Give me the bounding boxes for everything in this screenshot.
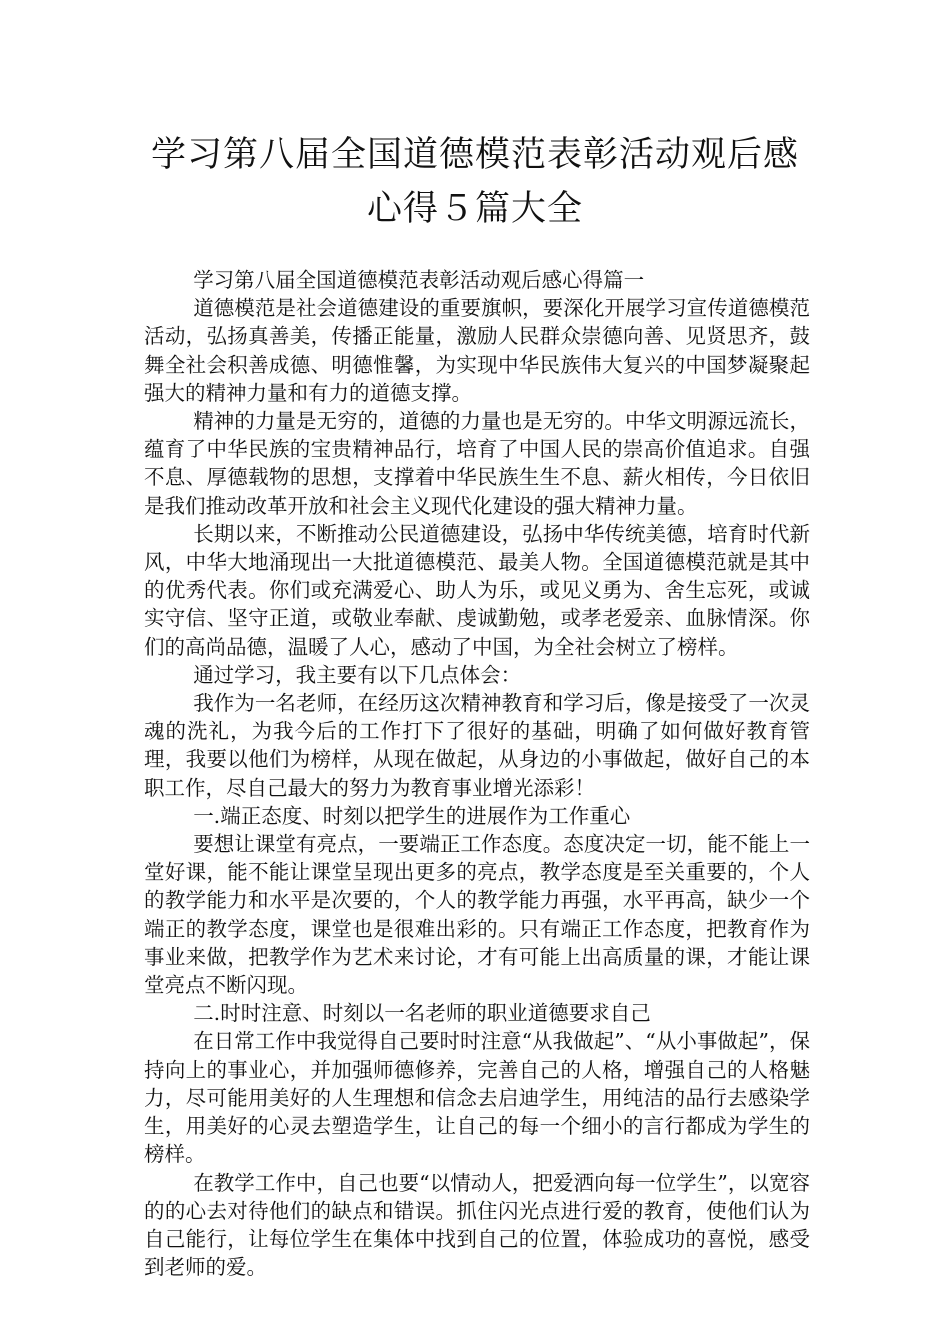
paragraph: 在教学工作中，自己也要“以情动人，把爱洒向每一位学生”，以宽容的的心去对待他们的缺点和错误。抓住闪光点进行爱的教育，使他们认为自己能行，让每位学生在集体中找到自己的位置，体验成功的喜悦，感受到老师的爱。 bbox=[144, 1170, 810, 1280]
paragraph: 我作为一名老师，在经历这次精神教育和学习后，像是接受了一次灵魂的洗礼，为我今后的工作打下了很好的基础，明确了如何做好教育管理，我要以他们为榜样，从现在做起，从身边的小事做起，做好自己的本职工作，尽自己最大的努力为教育事业增光添彩！ bbox=[144, 691, 810, 800]
paragraph: 在日常工作中我觉得自己要时时注意“从我做起”、“从小事做起”，保持向上的事业心，并加强师德修养，完善自己的人格，增强自己的人格魅力，尽可能用美好的人生理想和信念去启迪学生，用纯洁的品行去感染学生，用美好的心灵去塑造学生，让自己的每一个细小的言行都成为学生的榜样。 bbox=[144, 1029, 810, 1167]
title-line-1: 学习第八届全国道德模范表彰活动观后感 bbox=[150, 135, 799, 175]
document-body bbox=[144, 266, 810, 1281]
paragraph: 要想让课堂有亮点，一要端正工作态度。态度决定一切，能不能上一堂好课，能不能让课堂呈现出更多的亮点，教学态度是至关重要的，个人的教学能力和水平是次要的，个人的教学能力再强，水平再高，缺少一个端正的教学态度，课堂也是很难出彩的。只有端正工作态度，把教育作为事业来做，把教学作为艺术来讨论，才有可能上出高质量的课，才能让课堂亮点不断闪现。 bbox=[144, 832, 810, 998]
paragraph: 精神的力量是无穷的，道德的力量也是无穷的。中华文明源远流长，蕴育了中华民族的宝贵精神品行，培育了中国人民的崇高价值追求。自强不息、厚德载物的思想，支撑着中华民族生生不息、薪火相传，今日依旧是我们推动改革开放和社会主义现代化建设的强大精神力量。 bbox=[144, 409, 810, 518]
paragraph: 道德模范是社会道德建设的重要旗帜，要深化开展学习宣传道德模范活动，弘扬真善美，传播正能量，激励人民群众崇德向善、见贤思齐，鼓舞全社会积善成德、明德惟馨，为实现中华民族伟大复兴的中国梦凝聚起强大的精神力量和有力的道德支撑。 bbox=[144, 296, 810, 405]
section-heading: 学习第八届全国道德模范表彰活动观后感心得篇一 bbox=[193, 268, 645, 292]
document-title bbox=[120, 128, 830, 236]
paragraph: 通过学习，我主要有以下几点体会： bbox=[193, 662, 522, 687]
paragraph: 长期以来，不断推动公民道德建设，弘扬中华传统美德，培育时代新风，中华大地涌现出一大批道德模范、最美人物。全国道德模范就是其中的优秀代表。你们或充满爱心、助人为乐，或见义勇为、舍生忘死，或诚实守信、坚守正道，或敬业奉献、虔诚勤勉，或孝老爱亲、血脉情深。你们的高尚品德，温暖了人心，感动了中国，为全社会树立了榜样。 bbox=[144, 521, 810, 659]
title-line-2: 心得５篇大全 bbox=[366, 189, 583, 229]
subheading: 一.端正态度、时刻以把学生的进展作为工作重心 bbox=[193, 803, 631, 828]
subheading: 二.时时注意、时刻以一名老师的职业道德要求自己 bbox=[193, 1001, 651, 1026]
